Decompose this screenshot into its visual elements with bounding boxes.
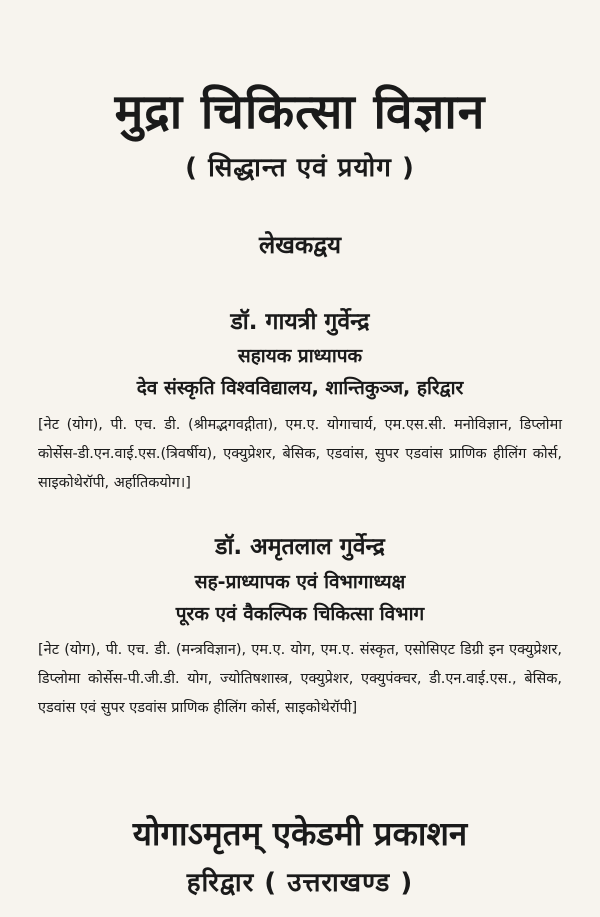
author-1-name: डॉ. गायत्री गुर्वेन्द्र [230, 309, 370, 335]
author-2-designation: सह-प्राध्यापक एवं विभागाध्यक्ष [194, 571, 406, 593]
publisher-name: योगाऽमृतम् एकेडमी प्रकाशन [132, 814, 468, 853]
author-2-department: पूरक एवं वैकल्पिक चिकित्सा विभाग [175, 603, 425, 625]
book-subtitle: ( सिद्धान्त एवं प्रयोग ) [185, 153, 415, 183]
author-1-qualifications: [नेट (योग), पी. एच. डी. (श्रीमद्भगवद्गीता), एम.ए. योगाचार्य, एम.एस.सी. मनोविज्ञान, डिप्लोमा कोर्सेस-डी.एन.वाई.एस.(त्रिवर्षीय), एक्युप्रेशर, बेसिक, एडवांस, सुपर एडवांस प्राणिक हीलिंग कोर्स, साइकोथेरॉपी, अर्हातिकयोग।] [38, 417, 562, 491]
authors-label: लेखकद्वय [258, 231, 342, 259]
publisher-place: हरिद्वार ( उत्तराखण्ड ) [186, 868, 414, 898]
book-title: मुद्रा चिकित्सा विज्ञान [114, 84, 486, 140]
author-2-name: डॉ. अमृतलाल गुर्वेन्द्र [215, 534, 385, 560]
author-1-designation: सहायक प्राध्यापक [237, 345, 363, 367]
author-2-qualifications: [नेट (योग), पी. एच. डी. (मन्त्रविज्ञान), एम.ए. योग, एम.ए. संस्कृत, एसोसिएट डिग्री इन एक्युप्रेशर, डिप्लोमा कोर्सेस-पी.जी.डी. योग, ज्योतिषशास्त्र, एक्युप्रेशर, एक्युपंक्चर, डी.एन.वाई.एस., बेसिक, एडवांस एवं सुपर एडवांस प्राणिक हीलिंग कोर्स, साइकोथेरॉपी] [38, 642, 562, 716]
author-1-institution: देव संस्कृति विश्वविद्यालय, शान्तिकुञ्ज, हरिद्वार [136, 377, 464, 399]
